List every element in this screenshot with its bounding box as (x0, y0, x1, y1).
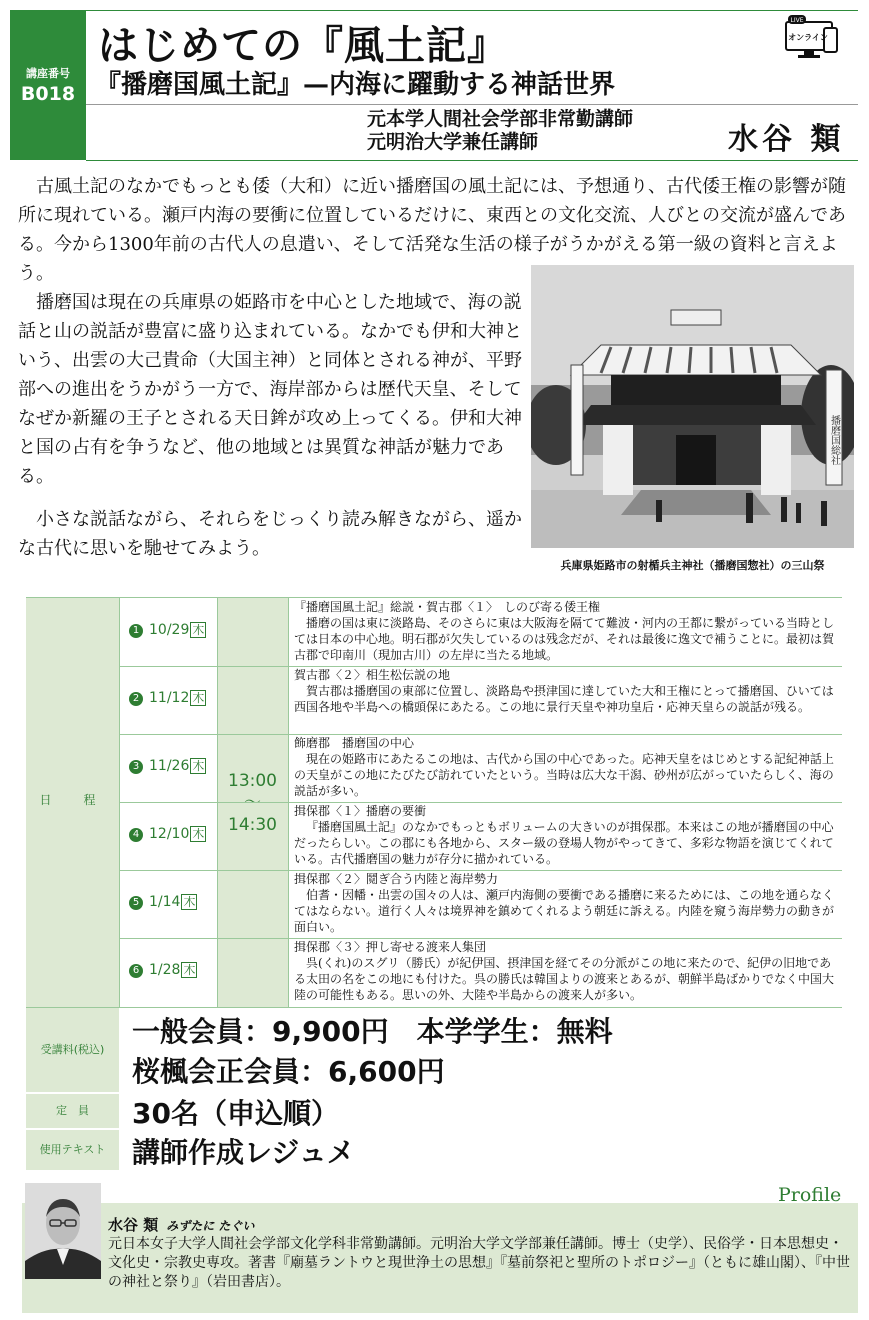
session-number: 1 (129, 624, 143, 638)
schedule-row (119, 870, 842, 939)
fee-row (26, 1008, 842, 1092)
schedule-row (119, 802, 842, 871)
schedule-table (26, 597, 842, 1008)
course-code: B018 (20, 83, 76, 105)
online-monitor-icon (784, 14, 840, 60)
profile-name-text: 水谷 類 (108, 1216, 159, 1234)
photo-caption: 兵庫県姫路市の射楯兵主神社（播磨国惣社）の三山祭 (560, 559, 825, 572)
profile-name-kana: みずたに たぐい (166, 1219, 255, 1233)
session-date-text: 12/10 (149, 826, 190, 842)
schedule-row (119, 938, 842, 1007)
course-code-box (10, 10, 86, 160)
profile-heading: Profile (778, 1184, 842, 1206)
lecturer-photo (25, 1183, 101, 1279)
header-mid-rule (86, 104, 858, 105)
capacity-value: 30名（申込順） (132, 1097, 339, 1130)
session-title: 揖保郡〈３〉押し寄せる渡来人集団 (294, 940, 487, 954)
session-date (129, 962, 197, 978)
session-date-text: 11/12 (149, 690, 190, 706)
weekday-badge: 木 (192, 827, 205, 841)
weekday-badge: 木 (192, 691, 205, 705)
time-start: 13:00 (228, 771, 277, 791)
lecturer-roles (367, 108, 633, 154)
online-live-text: LIVE (790, 17, 804, 24)
session-date-text: 1/28 (149, 962, 181, 978)
session-title: 飾磨郡 播磨国の中心 (294, 736, 415, 750)
session-title: 『播磨国風土記』総説・賀古郡〈１〉 しのび寄る倭王権 (294, 600, 601, 614)
lecturer-role-2: 元明治大学兼任講師 (367, 131, 539, 153)
profile-name (108, 1214, 254, 1235)
shrine-photo (531, 265, 854, 548)
session-content (294, 599, 839, 663)
session-date (129, 622, 206, 638)
page-subtitle: 『播磨国風土記』—内海に躍動する神話世界 (95, 70, 616, 100)
capacity-row (26, 1094, 842, 1128)
weekday-badge: 木 (192, 759, 205, 773)
intro-paragraph-2: 播磨国は現在の兵庫県の姫路市を中心とした地域で、海の説話と山の説話が豊富に盛り込まれている。なかでも伊和大神という、出雲の大己貴命（大国主神）と同体とされる神が、平野部への進出をうかがう一方で、海岸部からは歴代天皇、そしてなぜか新羅の王子とされる天日鉾が攻め上ってくる。伊和大神と国の占有を争うなど、他の地域とは異質な神話が魅力である。 (18, 292, 522, 487)
weekday-badge: 木 (183, 963, 196, 977)
weekday-badge: 木 (183, 895, 196, 909)
session-date (129, 690, 206, 706)
session-date (129, 894, 197, 910)
session-description: 『播磨国風土記』のなかでもっともボリュームの大きいのが揖保郡。本来はこの地が播磨国の中心だったらしい。この郡にも各地から、スター級の登場人物がやってきて、多彩な物語を演じてくれている。古代播磨国の魅力が存分に描かれている。 (294, 820, 834, 866)
session-description: 播磨の国は東に淡路島、そのさらに東は大阪海を隔てて難波・河内の王都に繋がっている当時としては日本の中心地。明石郡が欠失しているのは残念だが、それは最後に逸文で補うことに。最初は賀古郡で印南川（現加古川）の左岸に当たる地域。 (294, 616, 835, 662)
fee-label: 受講料(税込) (26, 1008, 119, 1092)
profile-text: 元日本女子大学人間社会学部文化学科非常勤講師。元明治大学文学部兼任講師。博士（史学）、民俗学・日本思想史・文化史・宗教史専攻。著書『廟墓ラントウと現世浄土の思想』『墓前祭祀と聖所のトポロジー』（ともに雄山閣）、『中世の神社と祭り』（岩田書店）。 (108, 1236, 850, 1290)
session-date-text: 11/26 (149, 758, 190, 774)
textbook-value: 講師作成レジュメ (132, 1136, 355, 1169)
time-separator: 〜 (244, 793, 261, 813)
session-content (294, 871, 839, 935)
session-content (294, 667, 839, 715)
schedule-label: 日 程 (39, 793, 106, 807)
session-description: 現在の姫路市にあたるこの地は、古代から国の中心であった。応神天皇をはじめとする記紀神話上の天皇がこの地にたびたび訪れていたという。当時は広大な干潟、砂州が広がっていたらしく、海の説話が多い。 (294, 752, 834, 798)
session-number: 6 (129, 964, 143, 978)
header-bottom-rule (86, 160, 858, 161)
lecturer-name: 水谷 類 (728, 122, 845, 157)
textbook-label: 使用テキスト (26, 1130, 119, 1170)
session-description: 伯耆・因幡・出雲の国々の人は、瀬戸内海側の要衝である播磨に来るためには、この地を通らなくてはならない。道行く人々は境界神を鎮めてくれるよう朝廷に訴える。内陸を窺う海岸勢力の動きが面白い。 (294, 888, 835, 934)
session-date (129, 758, 206, 774)
weekday-badge: 木 (192, 623, 205, 637)
header-top-rule (86, 10, 858, 11)
online-label: オンライン (788, 33, 828, 42)
session-content (294, 803, 839, 867)
session-number: 2 (129, 692, 143, 706)
course-code-label: 講座番号 (26, 67, 70, 80)
session-content (294, 735, 839, 799)
session-number: 5 (129, 896, 143, 910)
fee-line-2: 桜楓会正会員：6,600円 (132, 1055, 445, 1088)
session-title: 揖保郡〈２〉鬩ぎ合う内陸と海岸勢力 (294, 872, 499, 886)
time-end: 14:30 (228, 815, 277, 835)
intro-paragraph-3: 小さな説話ながら、それらをじっくり読み解きながら、遥かな古代に思いを馳せてみよう。 (18, 509, 522, 559)
session-number: 3 (129, 760, 143, 774)
session-title: 賀古郡〈２〉相生松伝説の地 (294, 668, 451, 682)
lecturer-role-1: 元本学人間社会学部非常勤講師 (367, 108, 634, 130)
session-description: 呉(くれ)のスグリ（勝氏）が紀伊国、摂津国を経てその分派がこの地に来たので、紀伊の旧地である太田の名をこの地にも付けた。呉の勝氏は韓国よりの渡来とあるが、朝鮮半島ばかりでなく中国大陸の可能性もある。思いの外、大陸や半島からの渡来人が多い。 (294, 956, 835, 1002)
textbook-row (26, 1130, 842, 1170)
session-date-text: 1/14 (149, 894, 181, 910)
session-number: 4 (129, 828, 143, 842)
schedule-row (119, 666, 842, 735)
page-title: はじめての『風土記』 (98, 22, 508, 69)
capacity-label: 定 員 (26, 1094, 119, 1128)
session-content (294, 939, 839, 1003)
schedule-row (119, 598, 842, 667)
intro-paragraph-1: 古風土記のなかでもっとも倭（大和）に近い播磨国の風土記には、予想通り、古代倭王権の影響が随所に現れている。瀬戸内海の要衝に位置しているだけに、東西との文化交流、人びとの交流が盛んである。今から1300年前の古代人の息遣い、そして活発な生活の様子がうかがえる第一級の資料と言えよう。 (18, 176, 846, 284)
session-date-text: 10/29 (149, 622, 190, 638)
fee-line-1: 一般会員：9,900円 本学学生：無料 (132, 1015, 613, 1048)
session-date (129, 826, 206, 842)
schedule-row (119, 734, 842, 803)
session-description: 賀古郡は播磨国の東部に位置し、淡路島や摂津国に達していた大和王権にとって播磨国、ひいては西国各地や半島への橋頭保にあたる。この地に景行天皇や神功皇后・応神天皇らの説話が残る。 (294, 684, 834, 714)
session-title: 揖保郡〈１〉播磨の要衝 (294, 804, 427, 818)
photo-banner-sign: 播磨国総社 (828, 415, 840, 465)
